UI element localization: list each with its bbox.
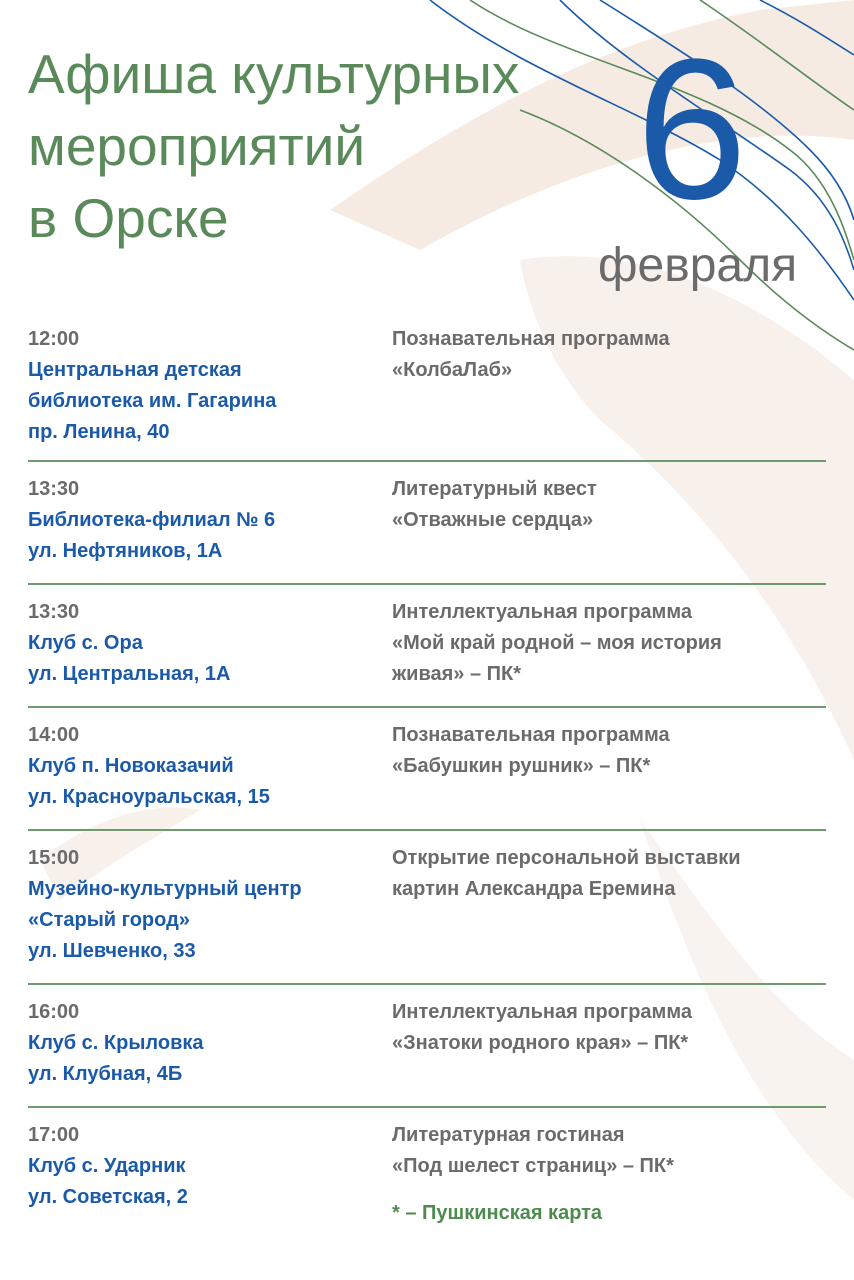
event-place: Клуб с. Ударник (28, 1155, 186, 1177)
event-desc-line: Литературная гостиная (392, 1124, 625, 1146)
event-address: ул. Советская, 2 (28, 1186, 188, 1208)
event-desc-line: «Отважные сердца» (392, 509, 594, 531)
date-month: февраля (598, 239, 798, 292)
event-description (392, 720, 826, 813)
event-desc-line: Интеллектуальная программа (392, 601, 692, 623)
event-desc-line: Познавательная программа (392, 328, 670, 350)
event-desc-line: «КолбаЛаб» (392, 359, 513, 381)
event-venue (28, 843, 392, 967)
event-time: 15:00 (28, 847, 80, 869)
event-description (392, 324, 826, 448)
event-desc-line: Литературный квест (392, 478, 597, 500)
event-row (28, 1108, 826, 1229)
event-address: ул. Шевченко, 33 (28, 940, 196, 962)
title-line-3: в Орске (28, 187, 229, 249)
event-place: «Старый город» (28, 909, 190, 931)
event-desc-line: Открытие персональной выставки (392, 847, 741, 869)
event-desc-line: «Мой край родной – моя история (392, 632, 722, 654)
event-venue (28, 1120, 392, 1229)
date-day: 6 (636, 18, 748, 241)
event-time: 17:00 (28, 1124, 80, 1146)
page-title (28, 38, 519, 254)
event-desc-line: Интеллектуальная программа (392, 1001, 692, 1023)
event-row (28, 585, 826, 708)
event-row (28, 462, 826, 585)
event-venue (28, 597, 392, 690)
event-description (392, 597, 826, 690)
event-time: 12:00 (28, 328, 80, 350)
event-place: библиотека им. Гагарина (28, 390, 277, 412)
event-venue (28, 720, 392, 813)
event-place: Клуб п. Новоказачий (28, 755, 234, 777)
event-address: ул. Красноуральская, 15 (28, 786, 270, 808)
event-place: Клуб с. Ора (28, 632, 143, 654)
event-desc-line: живая» – ПК* (392, 663, 522, 685)
event-time: 14:00 (28, 724, 80, 746)
event-time: 16:00 (28, 1001, 80, 1023)
event-desc-line: «Знатоки родного края» – ПК* (392, 1032, 689, 1054)
title-line-2: мероприятий (28, 115, 366, 177)
event-time: 13:30 (28, 601, 80, 623)
event-venue (28, 474, 392, 567)
event-description (392, 474, 826, 567)
event-venue (28, 324, 392, 448)
event-description (392, 1120, 826, 1229)
event-row (28, 831, 826, 985)
event-desc-line: «Под шелест страниц» – ПК* (392, 1155, 674, 1177)
event-place: Клуб с. Крыловка (28, 1032, 204, 1054)
event-desc-line: «Бабушкин рушник» – ПК* (392, 755, 651, 777)
event-row (28, 985, 826, 1108)
event-place: Центральная детская (28, 359, 242, 381)
event-place: Библиотека-филиал № 6 (28, 509, 276, 531)
event-row (28, 708, 826, 831)
event-address: ул. Клубная, 4Б (28, 1063, 183, 1085)
event-description (392, 997, 826, 1090)
event-time: 13:30 (28, 478, 80, 500)
title-line-1: Афиша культурных (28, 43, 520, 105)
event-desc-line: картин Александра Еремина (392, 878, 676, 900)
event-address: ул. Центральная, 1А (28, 663, 231, 685)
pushkin-card-footnote: * – Пушкинская карта (392, 1202, 603, 1224)
event-place: Музейно-культурный центр (28, 878, 302, 900)
event-description (392, 843, 826, 967)
event-address: ул. Нефтяников, 1А (28, 540, 223, 562)
event-address: пр. Ленина, 40 (28, 421, 170, 443)
event-row (28, 322, 826, 462)
event-venue (28, 997, 392, 1090)
event-desc-line: Познавательная программа (392, 724, 670, 746)
events-list (28, 322, 826, 1229)
